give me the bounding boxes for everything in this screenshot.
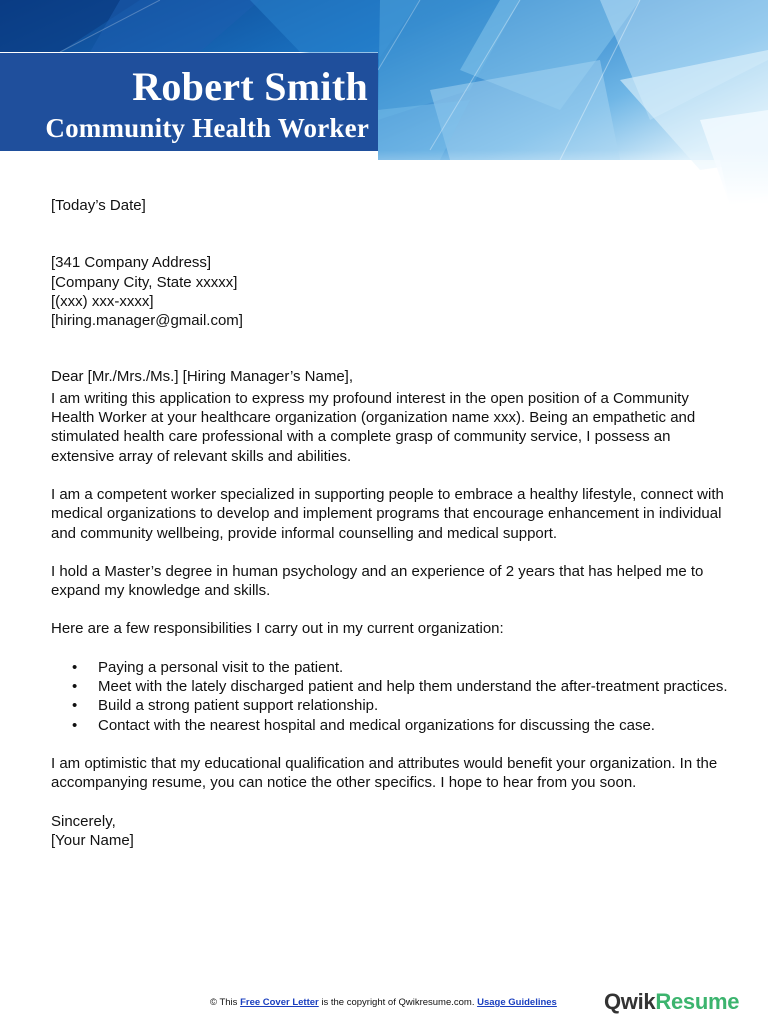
sign-off: Sincerely, <box>51 812 116 830</box>
responsibilities-list <box>51 658 731 735</box>
name-box <box>0 53 378 151</box>
list-item-text: Contact with the nearest hospital and medical organizations for discussing the case. <box>98 716 655 734</box>
salutation: Dear [Mr./Mrs./Ms.] [Hiring Manager’s Name], <box>51 368 354 386</box>
bullet-icon: • <box>72 697 78 715</box>
job-title: Community Health Worker <box>45 113 369 143</box>
list-item <box>51 696 731 715</box>
list-item <box>51 658 731 677</box>
footer-middle: is the copyright of Qwikresume.com. <box>318 997 478 1008</box>
copyright-footer <box>210 997 557 1008</box>
logo-qwik-text: Qwik <box>604 989 656 1014</box>
paragraph-responsibilities-intro: Here are a few responsibilities I carry out in my current organization: <box>51 620 504 638</box>
signature-name: [Your Name] <box>51 831 134 849</box>
address-line: [Company City, State xxxxx] <box>51 273 238 291</box>
address-line: [(xxx) xxx-xxxx] <box>51 292 154 310</box>
letter-date: [Today’s Date] <box>51 197 146 214</box>
address-line: [341 Company Address] <box>51 254 212 272</box>
list-item <box>51 677 731 696</box>
list-item-text: Paying a personal visit to the patient. <box>98 658 344 676</box>
list-item <box>51 716 731 735</box>
paragraph-education: I hold a Master’s degree in human psychology and an experience of 2 years that has helped me to expand my knowledge and skills. <box>51 562 704 600</box>
footer-prefix: © This <box>210 997 241 1008</box>
qwikresume-logo[interactable] <box>604 989 739 1015</box>
paragraph-closing: I am optimistic that my educational qualification and attributes would benefit your organization. In the accompanying resume, you can notice the other specifics. I hope to hear from you soon. <box>51 754 718 792</box>
usage-guidelines-link[interactable]: Usage Guidelines <box>477 997 557 1008</box>
bullet-icon: • <box>72 716 78 734</box>
free-cover-letter-link[interactable]: Free Cover Letter <box>240 997 319 1008</box>
address-line: [hiring.manager@gmail.com] <box>51 312 243 330</box>
applicant-name: Robert Smith <box>132 64 368 109</box>
recipient-address <box>51 253 731 330</box>
list-item-text: Build a strong patient support relationship. <box>98 697 379 715</box>
letter-body <box>51 196 731 850</box>
list-item-text: Meet with the lately discharged patient and help them understand the after-treatment practices. <box>98 678 728 696</box>
bullet-icon: • <box>72 678 78 696</box>
paragraph-intro: I am writing this application to express my profound interest in the open position of a Community Health Worker at your healthcare organization (organization name xxx). Being an empathetic and stimulated health care professional with a complete grasp of community service, I possess an extensive array of relevant skills and abilities. <box>51 389 696 465</box>
paragraph-skills: I am a competent worker specialized in supporting people to embrace a healthy lifestyle, connect with medical organizations to develop and implement programs that encourage enhancement in individual and community wellbeing, provide informal counselling and medical support. <box>51 485 724 542</box>
bullet-icon: • <box>72 658 78 676</box>
logo-resume-text: Resume <box>655 989 740 1014</box>
